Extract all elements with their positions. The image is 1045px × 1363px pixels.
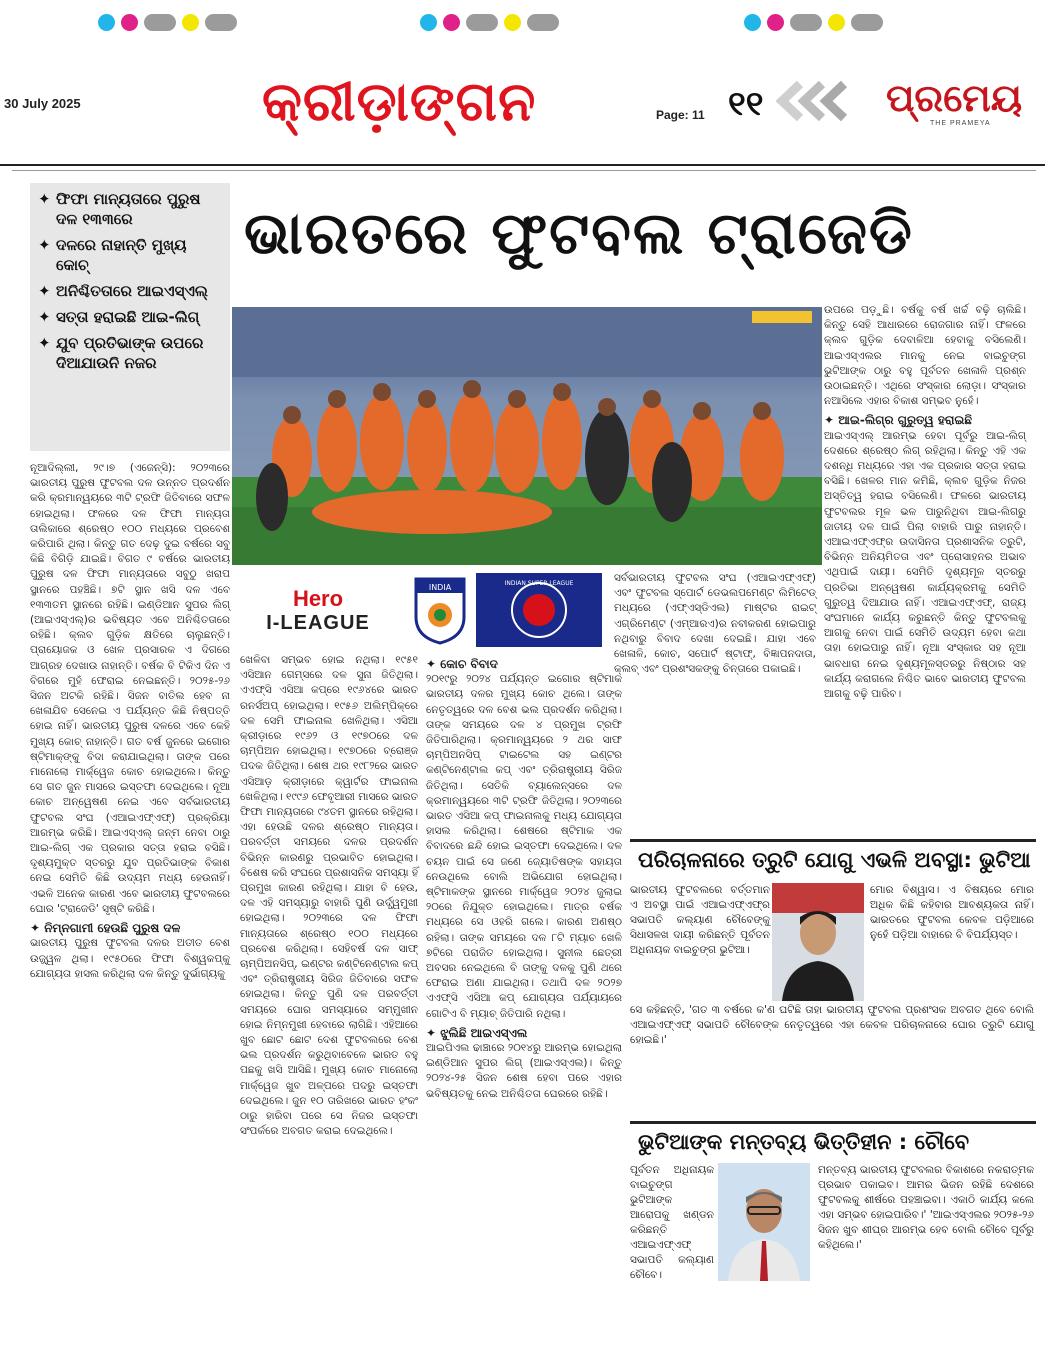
masthead [0, 62, 1045, 157]
league-logos [232, 573, 602, 647]
highlight-item: ✦ ଅନିଶ୍ଚିତତାରେ ଆଇଏସ୍‌ଏଲ୍ [38, 282, 208, 300]
article-column-4: ସର୍ବଭାରତୀୟ ଫୁଟବଲ ସଂଘ (ଏଆଇଏଫ୍‌ଏଫ୍) ଏବଂ ଫୁଟବଲ ସ୍ପୋର୍ଟ ଡେଭଲପମେଣ୍ଟ ଲିମିଟେଡ୍ ମଧ୍ୟରେ (ଏଫ୍‌ଏସ୍‌ଡିଏଲ) ମାଷ୍ଟର ରାଇଟ୍ ଏଗ୍ରିମେଣ୍ଟ (ଏମ୍‌ଆରଏ)ର ନବୀକରଣ ହୋଇପାରୁ ନଥିବାରୁ ବିବାଦ ଦେଖା ଦେଇଛି। ଯାହା ଏବେ ଖେଳାଳି, କୋଚ, ସପୋର୍ଟ ଷ୍ଟାଫ୍, ବିଜ୍ଞାପନଦାତା, କ୍ଲବ୍ ଏବଂ ପ୍ରଶଂସକଙ୍କୁ ଚିନ୍ତାରେ ପକାଇଛି। [614, 572, 816, 676]
bhutia-portrait [772, 883, 864, 1001]
isl-logo [476, 573, 602, 647]
article-column-3: ✦ କୋଚ ବିବାଦ ୨୦୧୯ରୁ ୨୦୨୪ ପର୍ଯ୍ୟନ୍ତ ଇଗୋର ଷ୍ଟିମାକ ଭାରତୀୟ ଦଳର ମୁଖ୍ୟ କୋଚ ଥିଲେ। ତାଙ୍କ ନେତୃତ୍ୱରେ ଦଳ ବେଶ ଭଲ ପ୍ରଦର୍ଶନ କରିଥିଲା। ତାଙ୍କ ସମୟରେ ଦଳ ୪ ପ୍ରମୁଖ ଟ୍ରଫି ଜିତିପାରିଥିଲା। କ୍ରମାନ୍ୱୟରେ ୨ ଥର ସାଫ ଚାମ୍ପିଅନସିପ୍ ଟାଇଟେଲ ସହ ଇଣ୍ଟର କଣ୍ଟିନେଣ୍ଟାଲ କପ୍ ଏବଂ ତ୍ରିରାଷ୍ଟ୍ରୀୟ ସିରିଜ ଜିତିଥିଲା। ସେତିକି ବ୍ୟାଲେନ୍ସରେ ଦଳ କ୍ରମାନ୍ୱୟରେ ୩ଟି ଟ୍ରଫି ଜିତିଥିଲା। ୨୦୨୩ରେ ଭାରତ ଏସିଆ କପ୍ ଫାଇନାଲକୁ ମଧ୍ୟ ଯୋଗ୍ୟତା ହାସଲ କରିଥିଲା। ଶେଷରେ ଷ୍ଟିମାକ ଏକ ବିବାଦରେ ଛନ୍ଦି ହୋଇ ଇସ୍ତଫା ଦେଇଥିଲେ। ଦଳ ଚୟନ ପାଇଁ ସେ ଜଣେ ଜ୍ୟୋତିଷଙ୍କ ସହାୟତା ନେଉଥିଲେ ବୋଲି ଅଭିଯୋଗ ହୋଇଥିଲା। ଷ୍ଟିମାକଙ୍କ ସ୍ଥାନରେ ମାର୍କ୍ୱେଜ ୨୦୨୪ ଜୁଲାଇ ୨୦ରେ ନିଯୁକ୍ତ ହୋଇଥିଲେ। ମାତ୍ର ବର୍ଷକ ମଧ୍ୟରେ ସେ ଓହରି ଗଲେ। କାରଣ ଅଣଷ୍ଠ ରହିଲା। ତାଙ୍କ ସମୟରେ ଦଳ ୮ଟି ମ୍ୟାଚ ଖେଳି ୭ଟିରେ ପରାଜିତ ହୋଇଥିଲା। ସୁନୀଲ ଛେତ୍ରୀ ଅବସର ନେଇଥିଲେ ବି ତାଙ୍କୁ ଦଳକୁ ପୁଣି ଥରେ ଫେରାଇ ଅଣା ଯାଇଥିଲା। ତଥାପି ଦଳ ୨୦୨୭ ଏଏଫ୍‌ସି ଏସିଆ କପ୍ ଯୋଗ୍ୟତା ପର୍ଯ୍ୟାୟରେ ଗୋଟିଏ ବି ମ୍ୟାଚ୍ ଜିତିପାରି ନଥିଲା। ✦ ଝୁଲିଛି ଆଇଏସ୍‌ଏଲ ଆଇପିଏଲ ଢାଞ୍ଚାରେ ୨୦୧୪ରୁ ଆରମ୍ଭ ହୋଇଥିଲା ଇଣ୍ଡିଆନ ସୁପର ଲିଗ୍ (ଆଇଏସ୍‌ଏଲ)। କିନ୍ତୁ ୨୦୨୪-୨୫ ସିଜନ ଶେଷ ହେବା ପରେ ଏହାର ଭବିଷ୍ୟତକୁ ନେଇ ଅନିଶ୍ଚିତତା ଘେରରେ ରହିଛି। [426, 657, 622, 1100]
star-bullet-icon: ✦ [38, 308, 51, 326]
team-celebration-photo [232, 307, 822, 565]
aiff-crest-logo [412, 573, 468, 647]
subheading: ✦ ଆଇ-ଲିଗ୍‌ର ଗୁରୁତ୍ୱ ହରାଇଛି [824, 413, 972, 428]
star-bullet-icon: ✦ [38, 282, 51, 300]
svg-text:INDIA: INDIA [428, 583, 452, 592]
highlights-box [30, 183, 230, 451]
newspaper-logo-subtitle: THE PRAMEYA [930, 120, 991, 127]
star-bullet-icon: ✦ [38, 190, 51, 208]
bhutia-box-body: ଭାରତୀୟ ଫୁଟବଲରେ ବର୍ତ୍ତମାନ ଏ ଅବସ୍ଥା ପାଇଁ ଏଆଇଏଫ୍‌ଏଫ୍‌ର ସଭାପତି କଲ୍ୟାଣ ଚୌବେଙ୍କୁ ସିଧାସଳଖ ଦାୟୀ କରିଛନ୍ତି ପୂର୍ବତନ ଅଧିନାୟକ ବାଇଚୁଙ୍ଗ ଭୁଟିଆ। ମୋର ବିଶ୍ୱାସ। ଏ ବିଷୟରେ ମୋର ଅଧିକ କିଛି କହିବାର ଆବଶ୍ୟକତା ନାହିଁ। ଭାରତରେ ଫୁଟବଲ କେବଳ ପଡ଼ିଆରେ ନୁହେଁ ପଡ଼ିଆ ବାହାରେ ବି ବିପର୍ଯ୍ୟସ୍ତ। ସେ କହିଛନ୍ତି, 'ଗତ ୩ ବର୍ଷରେ କ'ଣ ଘଟିଛି ତାହା ଭାରତୀୟ ଫୁଟବଲ ପ୍ରଶଂସକ ଅବଗତ ଥିବେ ବୋଲି ଏଆଇଏଫ୍‌ଏଫ୍ ସଭାପତି ଚୌବେଙ୍କ ନେତୃତ୍ୱରେ ଏହା କେବଳ ପରିଚାଳନାରେ ଘୋର ତ୍ରୁଟି ଯୋଗୁ ହୋଇଛି।' [630, 884, 1034, 1046]
bhutia-box-heading: ପରିଚାଳନାରେ ତ୍ରୁଟି ଯୋଗୁ ଏଭଳି ଅବସ୍ଥା: ଭୁଟିଆ [630, 839, 1036, 875]
issue-date: 30 July 2025 [4, 96, 81, 111]
print-registration-bar [0, 0, 1045, 48]
headline: ଭାରତରେ ଫୁଟବଲ ଟ୍ରାଜେଡି [244, 199, 914, 267]
subheading: ✦ ନିମ୍ନଗାମୀ ହେଉଛି ପୁରୁଷ ଦଳ [30, 921, 181, 936]
masthead-divider [0, 164, 1045, 166]
star-bullet-icon: ✦ [38, 334, 51, 352]
article-column-1: ନୂଆଦିଲ୍ଲୀ, ୨୯।୭ (ଏଜେନ୍ସି): ୨୦୨୩ରେ ଭାରତୀୟ ପୁରୁଷ ଫୁଟବଲ ଦଳ ଉନ୍ନତ ପ୍ରଦର୍ଶନ କରି କ୍ରମାନ୍ୱୟରେ ୩ଟି ଟ୍ରଫି ଜିତିବାରେ ସଫଳ ହୋଇଥିଲା। ଫଳରେ ଦଳ ଫିଫା ମାନ୍ୟତା ତାଲିକାରେ ଶ୍ରେଷ୍ଠ ୧୦୦ ମଧ୍ୟରେ ପ୍ରବେଶ କରିପାରି ଥିଲା। କିନ୍ତୁ ଗତ ଦେଢ଼ ଦୁଇ ବର୍ଷରେ ସବୁ କିଛି ବିଗିଡ଼ି ଯାଇଛି। ବିଗତ ୯ ବର୍ଷରେ ଭାରତୀୟ ପୁରୁଷ ଦଳ ଫିଫା ମାନ୍ୟତାରେ ସବୁଠୁ ଖରାପ ସ୍ଥାନରେ ପହଞ୍ଚିଛି। ୭ଟି ସ୍ଥାନ ଖସି ଦଳ ଏବେ ୧୩୩ତମ ସ୍ଥାନରେ ରହିଛି। ଇଣ୍ଡିଆନ ସୁପର ଲିଗ୍ (ଆଇଏସ୍‌ଏଲ୍)ର ଭବିଷ୍ୟତ ଏବେ ଅନିଶ୍ଚିତତାରେ ରହିଛି। କ୍ଲବ ଗୁଡ଼ିକ କ୍ଷତିରେ ଚାଲୁଛନ୍ତି। ପ୍ରାୟୋଜକ ଓ ଖେଳ ପ୍ରସାରକ ଏ ଦିଗରେ ଆଗ୍ରହ ଦେଖାଉ ନାହାନ୍ତି। ବର୍ଷକ ବି ଟିକିଏ ଦିନ ଏ ବିଗରେ ମୁହଁ ଫେରାଇ ନେଇଛନ୍ତି। ୨୦୨୫-୨୬ ସିଜନ ଅଟକି ରହିଛି। ସିଜନ ବାତିଲ ହେବ ନା ଖେଳାଯିବ ସେନେଇ ଏ ପର୍ଯ୍ୟନ୍ତ କିଛି ନିଷ୍ପତ୍ତି ହୋଇ ନାହିଁ। ଭାରତୀୟ ପୁରୁଷ ଦଳରେ ଏବେ କେହି ମୁଖ୍ୟ କୋଚ୍ ନାହାନ୍ତି। ଗତ ବର୍ଷ ଜୁନରେ ଇଗୋର ଷ୍ଟିମାକ୍‌ଙ୍କୁ ବିଦା କରାଯାଇଥିଲା। ତାଙ୍କ ପରେ ମାନୋଲୋ ମାର୍କ୍ୱେଜ କୋଚ ହୋଇଥିଲେ। କିନ୍ତୁ ସେ ଗତ ଜୁନ ମାସରେ ଇସ୍ତଫା ଦେଇଥିଲେ। ନୂଆ କୋଚ ଅନ୍ୱେଷଣ ନେଇ ଏବେ ସର୍ବଭାରତୀୟ ଫୁଟବଲ ସଂଘ (ଏଆଇଏଫ୍‌ଏଫ୍) ପ୍ରକ୍ରିୟା ଆରମ୍ଭ କରିଛି। ଆଇଏସ୍‌ଏଲ୍ ଜନ୍ମ ନେବା ଠାରୁ ଆଇ-ଲିଗ୍ ଏକ ପ୍ରକାର ସତ୍ତା ହରାଇ ବସିଛି। ଦୃଶ୍ୟମୁକ୍ତ ସ୍ତରରୁ ଯୁବ ପ୍ରତିଭାଙ୍କ ବିକାଶ ନେଇ ସେମିତି କିଛି ଉଦ୍ୟମ ମଧ୍ୟ ହେଉନାହିଁ। ଏଭଳି ଅନେକ କାରଣ ଏବେ ଭାରତୀୟ ଫୁଟବଲରେ ଘୋର 'ଟ୍ରାଜେଡି' ସୃଷ୍ଟି କରିଛି। ✦ ନିମ୍ନଗାମୀ ହେଉଛି ପୁରୁଷ ଦଳ ଭାରତୀୟ ପୁରୁଷ ଫୁଟବଲ ଦଳର ଅତୀତ ବେଶ ଉଜ୍ଜ୍ୱଳ ଥିଲା। ୧୯୫୦ରେ ଫିଫା ବିଶ୍ୱକପ୍‌କୁ ଯୋଗ୍ୟତା ହାସଲ କରିଥିଲା ଦଳ କିନ୍ତୁ ଦୁର୍ଭାଗ୍ୟକୁ [30, 462, 230, 980]
star-bullet-icon: ✦ [38, 236, 51, 254]
svg-text:INDIAN SUPER LEAGUE: INDIAN SUPER LEAGUE [504, 580, 574, 587]
newspaper-logo: ପ୍ରମେୟ [886, 76, 1023, 120]
highlight-item: ✦ ସତ୍ତା ହରାଇଛି ଆଇ-ଲିଗ୍ [38, 308, 200, 326]
section-title: କ୍ରୀଡ଼ାଙ୍ଗନ [262, 70, 537, 133]
chevron-arrows-icon [772, 80, 862, 122]
i-league-logo: Hero I-LEAGUE [232, 573, 404, 647]
registration-marks-left [98, 14, 237, 31]
highlight-item: ✦ ଦଳରେ ନାହାନ୍ତି ମୁଖ୍ୟ କୋଚ୍ [38, 236, 187, 274]
article-column-5: ଉପରେ ପଡ଼ୁଛି। ବର୍ଷକୁ ବର୍ଷ ଖର୍ଚ୍ଚ ବଢ଼ି ଚାଲିଛି। କିନ୍ତୁ ସେହି ଆଧାରରେ ରୋଜଗାର ନାହିଁ। ଫଳରେ କ୍ଲବ ଗୁଡ଼ିକ ଦେବାଳିଆ ହେବାକୁ ବସିଲେଣି। ଆଇଏସ୍‌ଏଲର ମାନକୁ ନେଇ ବାଇଚୁଙ୍ଗ ଭୁଟିଆଙ୍କ ଠାରୁ ବହୁ ପୂର୍ବତନ ଖେଳାଳି ପ୍ରଶ୍ନ ଉଠାଇଛନ୍ତି। ଏଥିରେ ସଂସ୍କାର ଲୋଡ଼ା। ସଂସ୍କାର ନଆସିଲେ ଏହାର ବିକାଶ ସମ୍ଭବ ନୁହେଁ। ✦ ଆଇ-ଲିଗ୍‌ର ଗୁରୁତ୍ୱ ହରାଇଛି ଆଇଏସ୍‌ଏଲ୍ ଆରମ୍ଭ ହେବା ପୂର୍ବରୁ ଆଇ-ଲିଗ୍ ଦେଶରେ ଶ୍ରେଷ୍ଠ ଲିଗ୍ ରହିଥିଲା। କିନ୍ତୁ ଏହି ଏକ ଦଶନ୍ଧି ମଧ୍ୟରେ ଏହା ଏକ ପ୍ରକାର ସତ୍ତା ହରାଇ ବସିଛି। ଖେଳର ମାନ କମିଛି, କ୍ଲବ ଗୁଡ଼ିକ ନିଜର ଅସ୍ତିତ୍ୱ ହରାଇ ବସିଲେଣି। ଫଳରେ ଭାରତୀୟ ଫୁଟବଲର ମୂଳ ଭଳ ପାରୁନିଥିବା ଆଇ-ଲିଗରୁ ଜାତୀୟ ଦଳ ପାଇଁ ପିଲା ବାହାରି ପାରୁ ନାହାନ୍ତି। ଏଆଇଏଫ୍‌ଏଫ୍‌ର ଉଦାସିନତା ପ୍ରଶାସନିକ ତ୍ରୁଟି, ବିଭିନ୍ନ ଅନିୟମିତତା ଏବଂ ପ୍ରୋସାହନର ଅଭାବ ଏଥିପାଇଁ ଦାୟୀ। ସେମିତି ଦୃଶ୍ୟମୂଳ ସ୍ତରରୁ ପ୍ରତିଭା ଅନ୍ୱେଷଣ କାର୍ଯ୍ୟକ୍ରମକୁ ସେମିତି ଗୁରୁତ୍ୱ ଦିଆଯାଉ ନାହିଁ। ଏଆଇଏଫ୍‌ଏଫ୍, ରାଜ୍ୟ ସଂଘମାନେ କାର୍ଯ୍ୟ କରୁଛନ୍ତି କିନ୍ତୁ ଫୁଟବଲକୁ ଆଗକୁ ନେବା ପାଇଁ ସେମିତି ଉଦ୍ୟମ ହେବା କଥା ତାହା ହୋଇପାରୁ ନାହିଁ। ନୂଆ ସଂସ୍କାର ସହ ନୂଆ ଭାବଧାରା ନେଇ ଦୃଶ୍ୟମୂଳସ୍ତରରୁ ନିଷ୍ଠାର ସହ କାର୍ଯ୍ୟ କରାଗଲେ ନିଶ୍ଚିତ ଭାବେ ଭାରତୀୟ ଫୁଟବଲ ଆଗକୁ ବଢ଼ି ପାରିବ। [824, 304, 1026, 701]
registration-marks-right [744, 14, 883, 31]
highlight-item: ✦ ଫିଫା ମାନ୍ୟତାରେ ପୁରୁଷ ଦଳ ୧୩୩ରେ [38, 190, 201, 228]
page-number: ୧୧ [728, 84, 764, 124]
article-column-2: ଖେଳିବା ସମ୍ଭବ ହୋଇ ନଥିଲା। ୧୯୫୧ ଏସିଆନ ଗେମ୍ସରେ ଦଳ ସୁନା ଜିତିଥିଲା। ଏଏଫ୍‌ସି ଏସିଆ କପ୍‌ରେ ୧୯୬୪ରେ ଭାରତ ରନର୍ସଅପ୍ ହୋଇଥିଲା। ୧୯୫୬ ଅଲିମ୍ପିକ୍‌ରେ ଦଳ ସେମି ଫାଇନାଲ ଖେଳିଥିଲା। ଏସିଆ କ୍ରୀଡ଼ାରେ ୧୯୬୨ ଓ ୧୯୭୦ରେ ଦଳ ଚାମ୍ପିଅନ ହୋଇଥିଲା। ୧୯୭୦ରେ ବ୍ରୋଞ୍ଜ ପଦକ ଜିତିଥିଲା। ଶେଷ ଥର ୧୯୮୨ରେ ଭାରତ ଏସିଆଡ଼ କ୍ରୀଡ଼ାରେ କ୍ୱାର୍ଟର ଫାଇନାଲ ଖେଳିଥିଲା। ୧୯୯୬ ଫେବୃଆରୀ ମାସରେ ଭାରତ ଫିଫା ମାନ୍ୟତାରେ ୯୪ତମ ସ୍ଥାନରେ ରହିଥିଲା। ଏହା ହେଉଛି ଦଳର ଶ୍ରେଷ୍ଠ ମାନ୍ୟତା। ପରବର୍ତ୍ତୀ ସମୟରେ ଦଳର ପ୍ରଦର୍ଶନ ବିଭିନ୍ନ କାରଣରୁ ପ୍ରଭାବିତ ହୋଇଥିଲା। ବିଶେଷ କରି ସଂଘରେ ପ୍ରଶାସନିକ ସମସ୍ୟା ହିଁ ପ୍ରମୁଖ କାରଣ ରହିଥିଲା। ଯାହା ବି ହେଉ, ଦଳ ଏହି ସମସ୍ୟାରୁ ବାହାରି ପୁଣି ଉର୍ଦ୍ଧ୍ୱମୁଖୀ ହୋଇଥିଲା। ୨୦୨୩ରେ ଦଳ ଫିଫା ମାନ୍ୟତାରେ ଶ୍ରେଷ୍ଠ ୧୦୦ ମଧ୍ୟରେ ପ୍ରବେଶ କରିଥିଲା। ସେହିବର୍ଷ ଦଳ ସାଫ୍ ଚାମ୍ପିଅନସିପ୍, ଇଣ୍ଟର କଣ୍ଟିନେଣ୍ଟାଲ କପ୍ ଏବଂ ତ୍ରିରାଷ୍ଟ୍ରୀୟ ସିରିଜ ଜିତିବାରେ ସଫଳ ହୋଇଥିଲା। କିନ୍ତୁ ପୁଣି ଦଳ ପରବର୍ତ୍ତୀ ସମୟରେ ଘୋର ସମସ୍ୟାରେ ସମ୍ମୁଖୀନ ହୋଇ ନିମ୍ନମୁଖୀ ହେବାରେ ଲାଗିଛି। ଏହିଆରେ ଖୁବ ଛୋଟ ଛୋଟ ଦେଶ ଫୁଟବଲରେ ବେଶ ଭଲ ପ୍ରଦର୍ଶନ କରୁଥିବାବେଳେ ଭାରତ ବହୁ ପଛକୁ ଖସି ଆସିଛି। ମୁଖ୍ୟ କୋଚ ମାନୋଲୋ ମାର୍କ୍ୱେଜ ଖୁବ ଅଳ୍ପରେ ପଦରୁ ଇସ୍ତଫା ଦେଇଥିଲେ। ଜୁନ ୧୦ ତାରିଖରେ ଭାରତ ହଂକଂ ଠାରୁ ହାରିବା ପରେ ସେ ନିଜର ଇସ୍ତଫା ସଂପର୍କରେ ଅବଗତ କରାଇ ଦେଇଥିଲେ। [240, 654, 418, 1138]
chaubey-box-body: ପୂର୍ବତନ ଅଧିନାୟକ ବାଇଚୁଙ୍ଗ ଭୁଟିଆଙ୍କ ଆରୋପକୁ ଖଣ୍ଡନ କରିଛନ୍ତି ଏଆଇଏଫ୍‌ଏଫ୍ ସଭାପତି କଲ୍ୟାଣ ଚୌବେ। ମନ୍ତବ୍ୟ ଭାରତୀୟ ଫୁଟବଲର ବିକାଶରେ ନକରାତ୍ମକ ପ୍ରଭାବ ପକାଇବ। ଆମର ଭିଜନ ରହିଛି ଦେଶରେ ଫୁଟବଲକୁ ଶୀର୍ଷରେ ପହଞ୍ଚାଇବା। ଏକାଠି କାର୍ଯ୍ୟ କଲେ ଏହା ସମ୍ଭବ ହୋଇପାରିବ।' 'ଆଇଏସ୍‌ଏଲର ୨୦୨୫-୨୬ ସିଜନ ଖୁବ ଶୀଘ୍ର ଆରମ୍ଭ ହେବ ବୋଲି ଚୌବେ ପୂର୍ବରୁ କହିଥିଲେ।' [630, 1164, 1034, 1281]
article-page [12, 170, 1036, 1281]
chaubey-portrait [718, 1163, 810, 1281]
registration-marks-center [420, 14, 559, 31]
page-label: Page: 11 [656, 108, 705, 122]
chaubey-box-heading: ଭୁଟିଆଙ୍କ ମନ୍ତବ୍ୟ ଭିତ୍ତିହୀନ : ଚୌବେ [630, 1121, 1036, 1157]
subheading: ✦ କୋଚ ବିବାଦ [426, 657, 498, 671]
subheading: ✦ ଝୁଲିଛି ଆଇଏସ୍‌ଏଲ [426, 1025, 528, 1040]
highlight-item: ✦ ଯୁବ ପ୍ରତିଭାଙ୍କ ଉପରେ ଦିଆଯାଉନି ନଜର [38, 334, 204, 372]
